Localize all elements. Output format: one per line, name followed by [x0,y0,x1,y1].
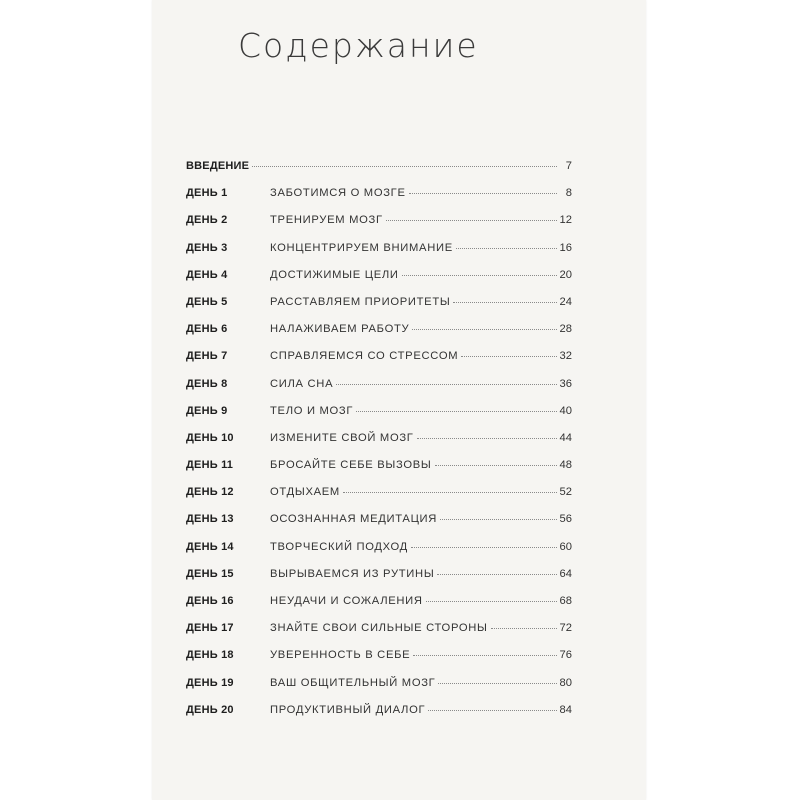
toc-entry-title: ТЕЛО И МОЗГ [270,404,354,417]
toc-entry-page: 80 [559,676,572,689]
toc-entry-day: ДЕНЬ 13 [186,513,234,526]
toc-entry-title: БРОСАЙТЕ СЕБЕ ВЫЗОВЫ [270,459,432,472]
toc-entry-title: СПРАВЛЯЕМСЯ СО СТРЕССОМ [270,350,459,363]
dot-leader [343,492,557,493]
toc-entry-page: 28 [559,323,572,336]
toc-entry-page: 40 [559,404,572,417]
toc-entry-day-19 [186,677,572,704]
toc-entry-title: ИЗМЕНИТЕ СВОЙ МОЗГ [270,431,414,444]
toc-entry-day-14 [186,541,572,568]
toc-entry-title: ВЫРЫВАЕМСЯ ИЗ РУТИНЫ [270,567,435,580]
toc-entry-title: ОСОЗНАННАЯ МЕДИТАЦИЯ [270,513,438,526]
toc-entry-title: ВАШ ОБЩИТЕЛЬНЫЙ МОЗГ [270,676,436,689]
dot-leader [409,193,557,194]
toc-entry-day: ДЕНЬ 15 [186,567,234,580]
toc-entry-day: ДЕНЬ 7 [186,350,228,363]
dot-leader [456,248,557,249]
toc-entry-day-8 [186,378,572,405]
toc-entry-day-13 [186,513,572,540]
toc-entry-page: 8 [565,187,572,200]
dot-leader [435,465,557,466]
toc-entry-title: ПРОДУКТИВНЫЙ ДИАЛОГ [270,703,426,716]
toc-entry-day: ДЕНЬ 11 [186,459,234,472]
toc-entry-day: ДЕНЬ 12 [186,486,234,499]
toc-entry-day-9 [186,405,572,432]
dot-leader [336,384,556,385]
toc-entry-page: 24 [559,295,572,308]
toc-entry-page: 36 [559,377,572,390]
toc-entry-day: ДЕНЬ 6 [186,323,228,336]
toc-entry-introduction [186,160,572,187]
dot-leader [412,329,556,330]
toc-entry-day: ДЕНЬ 18 [186,649,234,662]
toc-entry-day: ДЕНЬ 17 [186,622,234,635]
toc-entry-day-1 [186,187,572,214]
toc-entry-page: 84 [559,703,572,716]
toc-entry-title: ТВОРЧЕСКИЙ ПОДХОД [270,540,408,553]
page-title: Содержание [238,26,479,65]
dot-leader [356,411,556,412]
toc-entry-title: ЗАБОТИМСЯ О МОЗГЕ [270,187,406,200]
toc-entry-page: 12 [559,214,572,227]
toc-entry-day: ДЕНЬ 20 [186,703,234,716]
toc-entry-title: НАЛАЖИВАЕМ РАБОТУ [270,323,410,336]
toc-entry-day: ДЕНЬ 8 [186,377,228,390]
toc-entry-day: ДЕНЬ 1 [186,187,228,200]
toc-entry-page: 56 [559,513,572,526]
toc-entry-day: ВВЕДЕНИЕ [186,160,250,172]
toc-entry-day-15 [186,568,572,595]
toc-entry-page: 52 [559,486,572,499]
toc-entry-day: ДЕНЬ 9 [186,404,228,417]
toc-entry-title: НЕУДАЧИ И СОЖАЛЕНИЯ [270,595,423,607]
table-of-contents [186,160,572,731]
dot-leader [440,519,556,520]
toc-entry-day: ДЕНЬ 3 [186,241,228,254]
toc-entry-day-16 [186,595,572,622]
dot-leader [411,547,557,548]
toc-entry-title: ДОСТИЖИМЫЕ ЦЕЛИ [270,268,399,281]
toc-entry-page: 7 [565,160,572,172]
toc-entry-day-18 [186,649,572,676]
toc-entry-page: 20 [559,268,572,281]
toc-entry-day: ДЕНЬ 16 [186,595,234,607]
toc-entry-page: 44 [559,431,572,444]
toc-entry-day: ДЕНЬ 14 [186,540,234,553]
dot-leader [428,710,556,711]
dot-leader [413,655,556,656]
toc-entry-day-6 [186,323,572,350]
toc-entry-day: ДЕНЬ 10 [186,431,234,444]
toc-entry-day-17 [186,622,572,649]
toc-entry-day: ДЕНЬ 5 [186,295,228,308]
toc-entry-day-10 [186,432,572,459]
toc-entry-day: ДЕНЬ 19 [186,676,234,689]
dot-leader [453,302,556,303]
toc-entry-page: 64 [559,567,572,580]
toc-entry-day-12 [186,486,572,513]
toc-entry-day-11 [186,459,572,486]
dot-leader [491,628,557,629]
dot-leader [438,683,556,684]
toc-entry-day: ДЕНЬ 4 [186,268,228,281]
toc-entry-title: ОТДЫХАЕМ [270,486,340,499]
toc-entry-day-2 [186,214,572,241]
toc-entry-title: КОНЦЕНТРИРУЕМ ВНИМАНИЕ [270,241,453,254]
toc-entry-day-4 [186,269,572,296]
toc-entry-page: 72 [559,622,572,635]
dot-leader [461,356,556,357]
toc-entry-day-5 [186,296,572,323]
toc-entry-title: СИЛА СНА [270,377,334,390]
dot-leader [426,601,557,602]
toc-entry-page: 68 [559,595,572,607]
dot-leader [386,220,557,221]
toc-entry-day-20 [186,704,572,731]
toc-entry-title: ЗНАЙТЕ СВОИ СИЛЬНЫЕ СТОРОНЫ [270,622,488,635]
toc-entry-page: 48 [559,459,572,472]
dot-leader [402,275,557,276]
toc-entry-page: 32 [559,350,572,363]
toc-entry-day-3 [186,242,572,269]
toc-entry-page: 16 [559,241,572,254]
dot-leader [417,438,557,439]
dot-leader [252,166,557,167]
toc-entry-title: ТРЕНИРУЕМ МОЗГ [270,214,383,227]
toc-entry-title: УВЕРЕННОСТЬ В СЕБЕ [270,649,411,662]
toc-entry-title: РАССТАВЛЯЕМ ПРИОРИТЕТЫ [270,295,451,308]
toc-entry-day-7 [186,350,572,377]
book-page [152,0,646,800]
toc-entry-day: ДЕНЬ 2 [186,214,228,227]
dot-leader [437,574,556,575]
toc-entry-page: 76 [559,649,572,662]
toc-entry-page: 60 [559,540,572,553]
